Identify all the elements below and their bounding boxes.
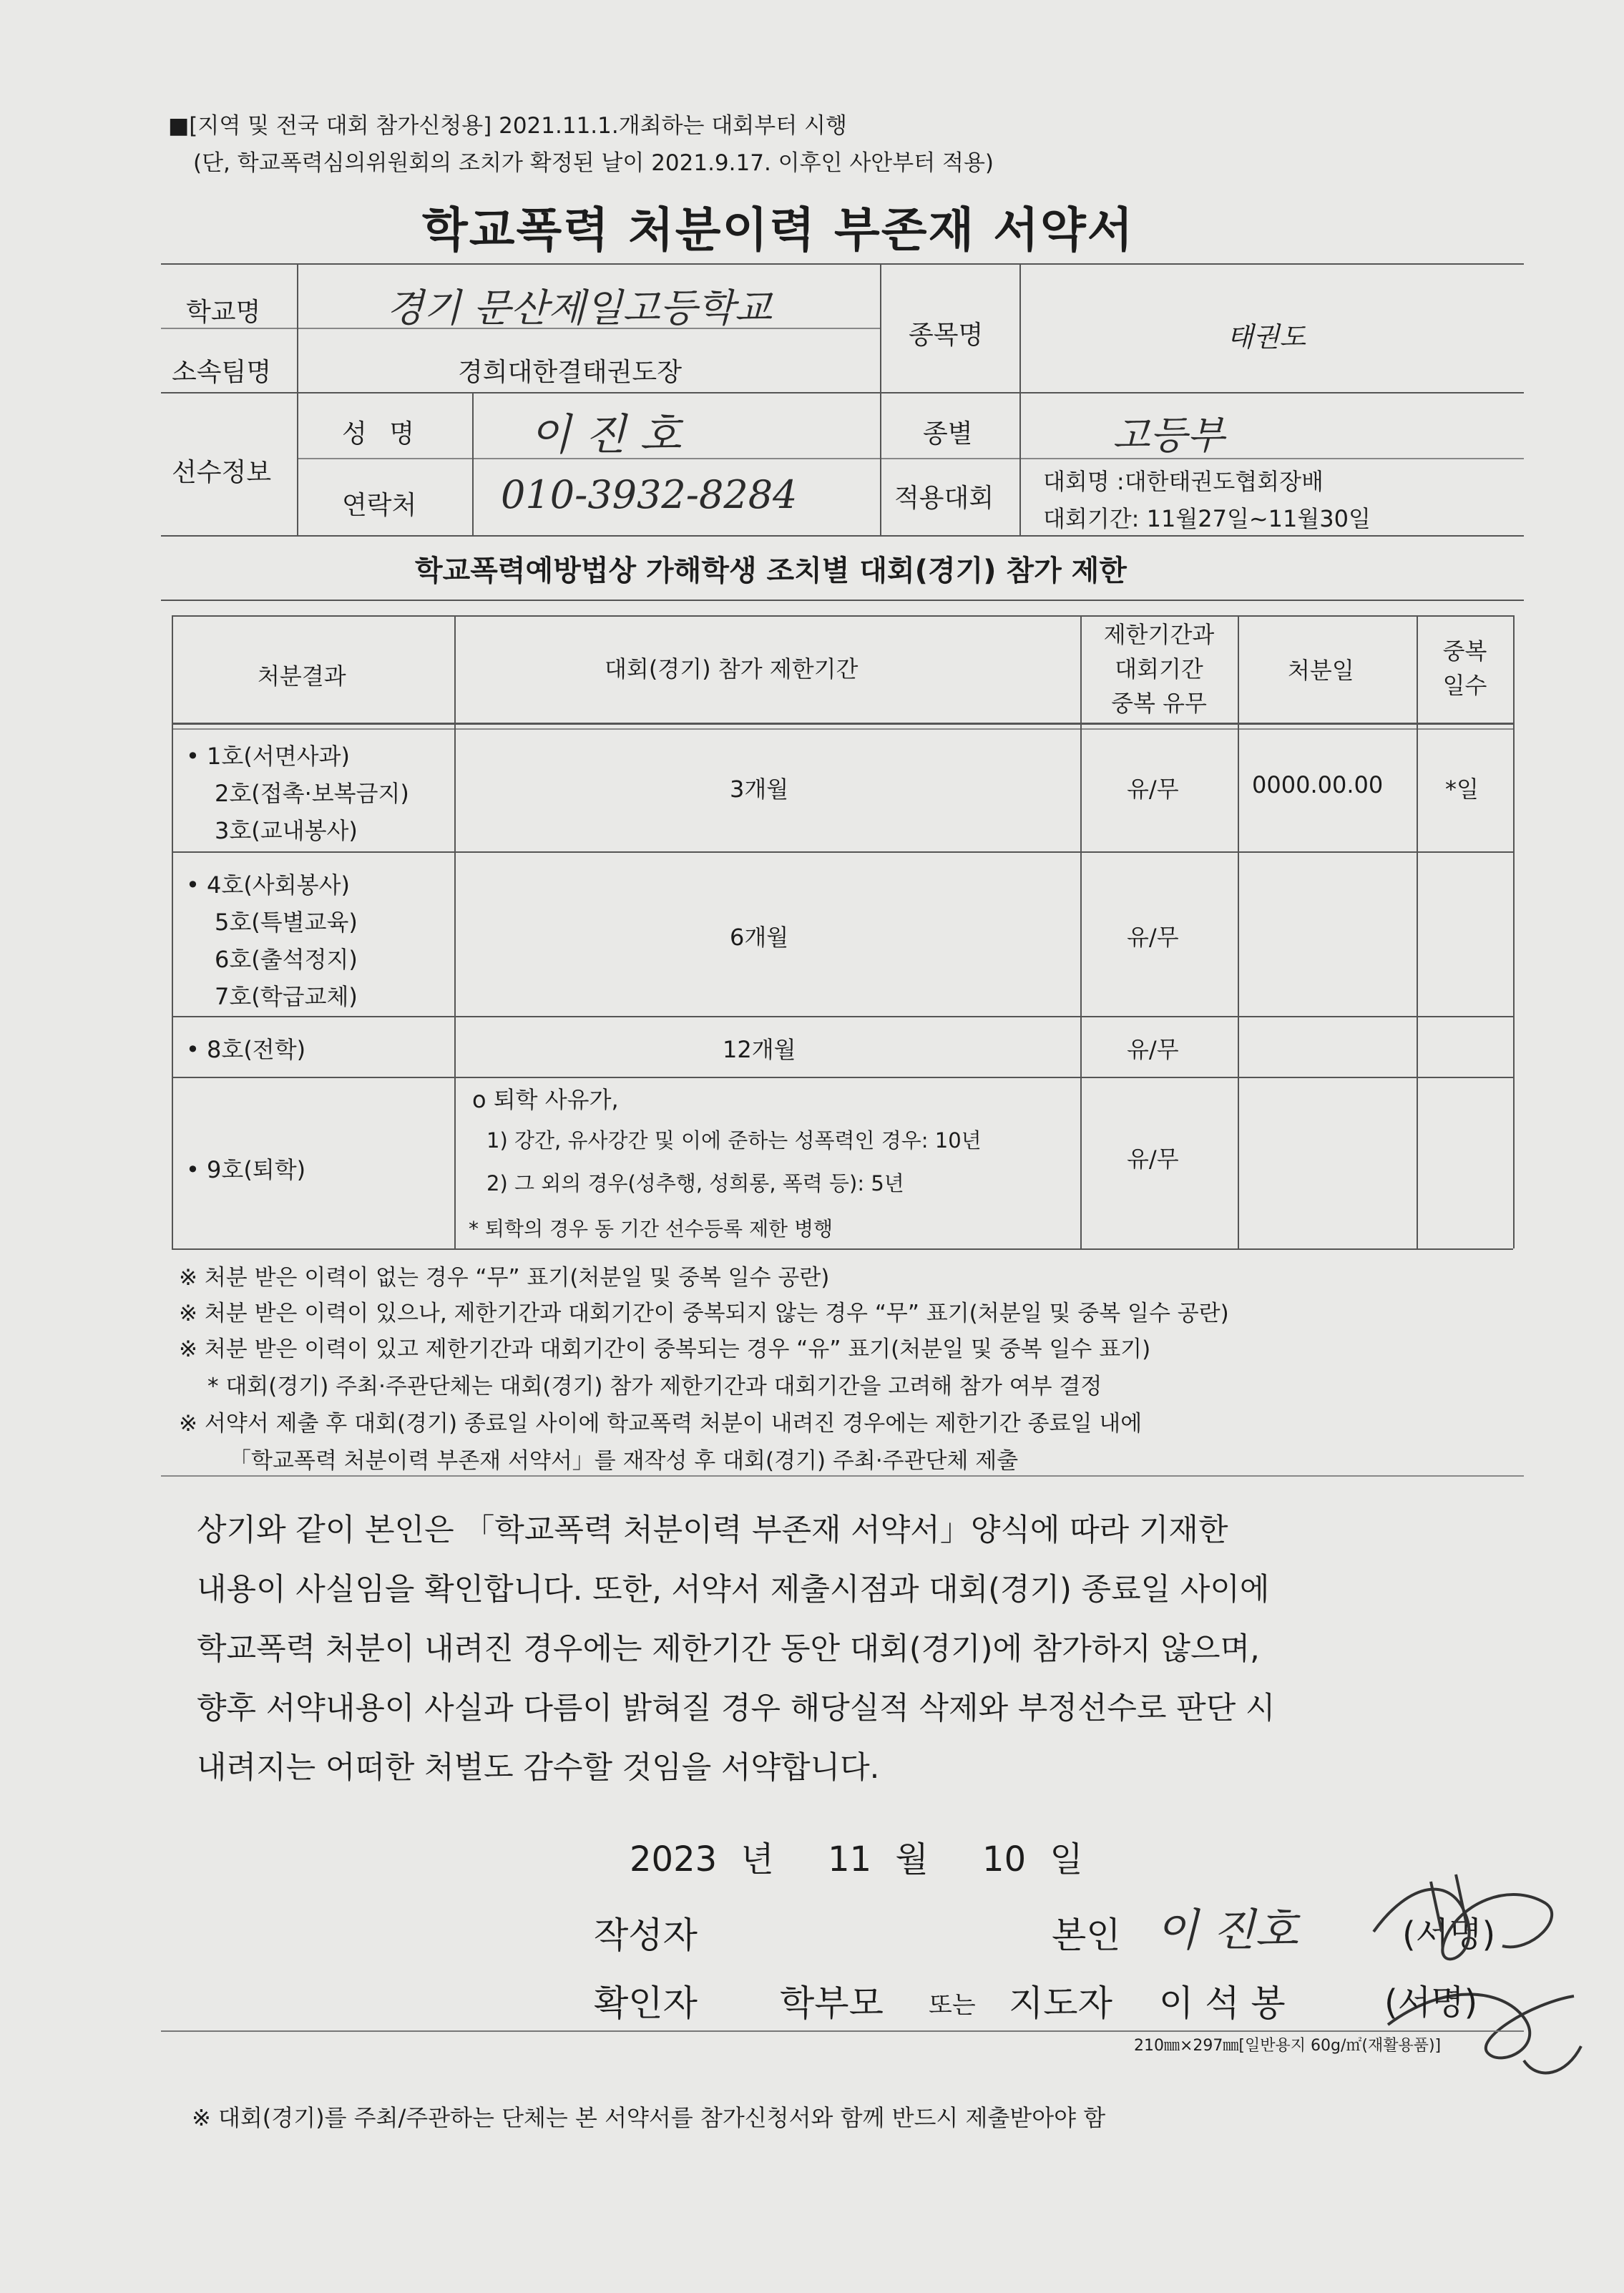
- paper-spec: 210㎜×297㎜[일반용지 60g/㎡(재활용품)]: [1134, 2037, 1442, 2055]
- header-days-line1: 중복: [1442, 637, 1487, 665]
- competition-period: 대회기간: 11월27일~11월30일: [1043, 505, 1371, 532]
- competition-label: 적용대회: [894, 484, 994, 513]
- contact-label: 연락처: [342, 491, 417, 520]
- date-month: 11: [828, 1839, 872, 1879]
- row4-item1: • 9호(퇴학): [186, 1156, 306, 1183]
- header-date: 처분일: [1288, 657, 1354, 684]
- event-label: 종목명: [909, 321, 984, 350]
- row1-date: 0000.00.00: [1252, 771, 1384, 798]
- self-sign-label: (서명): [1402, 1915, 1496, 1955]
- row4-period-line1: o 퇴학 사유가,: [472, 1086, 619, 1113]
- date-day: 10: [982, 1839, 1027, 1879]
- or-label: 또는: [929, 1991, 976, 2020]
- event-value: 태권도: [1227, 321, 1306, 353]
- school-name-label: 학교명: [186, 298, 261, 327]
- header-result: 처분결과: [258, 663, 346, 690]
- row3-item1: • 8호(전학): [186, 1036, 306, 1063]
- row1-overlap: 유/무: [1127, 776, 1179, 803]
- coach-sign-label: (서명): [1384, 1982, 1478, 2023]
- note-4: * 대회(경기) 주최·주관단체는 대회(경기) 참가 제한기간과 대회기간을 고려해 참가 여부 결정: [207, 1374, 1102, 1399]
- team-name-value: 경희대한결태권도장: [458, 358, 682, 387]
- row3-period: 12개월: [723, 1036, 796, 1063]
- date-year-unit: 년: [740, 1839, 774, 1879]
- gender-value: 고등부: [1112, 413, 1225, 458]
- header-overlap-line3: 중복 유무: [1111, 690, 1207, 717]
- note-3: ※ 처분 받은 이력이 있고 제한기간과 대회기간이 중복되는 경우 “유” 표기(처분일 및 중복 일수 표기): [179, 1336, 1151, 1362]
- pledge-line-3: 학교폭력 처분이 내려진 경우에는 제한기간 동안 대회(경기)에 참가하지 않으며,: [197, 1631, 1260, 1667]
- confirmer-label: 확인자: [594, 1982, 698, 2024]
- header-days-line2: 일수: [1442, 672, 1487, 699]
- pledge-line-2: 내용이 사실임을 확인합니다. 또한, 서약서 제출시점과 대회(경기) 종료일 사이에: [197, 1572, 1270, 1608]
- date-year: 2023: [630, 1839, 718, 1879]
- athlete-info-label: 선수정보: [172, 458, 272, 487]
- row4-overlap: 유/무: [1127, 1145, 1179, 1173]
- header-period: 대회(경기) 참가 제한기간: [605, 655, 859, 683]
- row3-overlap: 유/무: [1127, 1036, 1179, 1063]
- row1-item1: • 1호(서면사과): [186, 743, 350, 770]
- row1-item2: 2호(접촉·보복금지): [215, 780, 409, 807]
- header-overlap-line1: 제한기간과: [1103, 621, 1215, 648]
- coach-label: 지도자: [1009, 1982, 1112, 2024]
- competition-name: 대회명 :대한태권도협회장배: [1043, 468, 1324, 495]
- page-title: 학교폭력 처분이력 부존재 서약서: [422, 202, 1135, 258]
- pledge-line-4: 향후 서약내용이 사실과 다름이 밝혀질 경우 해당실적 삭제와 부정선수로 판단 시: [197, 1691, 1276, 1726]
- school-name-value: 경기 문산제일고등학교: [386, 285, 772, 331]
- date-day-unit: 일: [1050, 1839, 1083, 1879]
- row2-item4: 7호(학급교체): [215, 983, 358, 1010]
- self-name: 이 진호: [1155, 1904, 1298, 1956]
- parent-label: 학부모: [780, 1982, 884, 2024]
- note-2: ※ 처분 받은 이력이 있으나, 제한기간과 대회기간이 중복되지 않는 경우 “무” 표기(처분일 및 중복 일수 공란): [179, 1301, 1229, 1326]
- header-line-1: ■[지역 및 전국 대회 참가신청용] 2021.11.1.개최하는 대회부터 시행: [168, 113, 847, 139]
- writer-label: 작성자: [594, 1915, 698, 1956]
- row2-item1: • 4호(사회봉사): [186, 871, 350, 899]
- coach-name: 이 석 봉: [1159, 1982, 1286, 2024]
- row4-period-line2: 1) 강간, 유사강간 및 이에 준하는 성폭력인 경우: 10년: [486, 1128, 982, 1153]
- row4-period-line4: * 퇴학의 경우 동 기간 선수등록 제한 병행: [469, 1217, 833, 1241]
- row1-period: 3개월: [730, 776, 789, 803]
- row2-item2: 5호(특별교육): [215, 909, 358, 936]
- row2-period: 6개월: [730, 924, 789, 951]
- row4-period-line3: 2) 그 외의 경우(성추행, 성희롱, 폭력 등): 5년: [486, 1171, 904, 1196]
- pledge-line-5: 내려지는 어떠한 처벌도 감수할 것임을 서약합니다.: [197, 1750, 880, 1786]
- name-label: 성 명: [342, 419, 421, 449]
- note-5: ※ 서약서 제출 후 대회(경기) 종료일 사이에 학교폭력 처분이 내려진 경우에는 제한기간 종료일 내에: [179, 1411, 1143, 1437]
- row1-days: *일: [1445, 776, 1479, 803]
- date-month-unit: 월: [895, 1839, 929, 1879]
- row1-item3: 3호(교내봉사): [215, 817, 358, 844]
- team-name-label: 소속팀명: [172, 358, 272, 387]
- header-line-2: (단, 학교폭력심의위원회의 조치가 확정된 날이 2021.9.17. 이후인 사안부터 적용): [193, 150, 994, 176]
- row2-item3: 6호(출석정지): [215, 946, 358, 973]
- gender-label: 종별: [923, 419, 973, 449]
- row2-overlap: 유/무: [1127, 924, 1179, 951]
- footer-note: ※ 대회(경기)를 주최/주관하는 단체는 본 서약서를 참가신청서와 함께 반드시 제출받아야 함: [192, 2104, 1106, 2131]
- note-1: ※ 처분 받은 이력이 없는 경우 “무” 표기(처분일 및 중복 일수 공란): [179, 1265, 830, 1291]
- pledge-line-1: 상기와 같이 본인은 「학교폭력 처분이력 부존재 서약서」양식에 따라 기재한: [197, 1512, 1228, 1548]
- name-value: 이 진 호: [529, 410, 682, 460]
- date-line: [630, 1832, 1083, 1881]
- note-6: 「학교폭력 처분이력 부존재 서약서」를 재작성 후 대회(경기) 주최·주관단체 제출: [229, 1448, 1019, 1474]
- self-label: 본인: [1052, 1915, 1121, 1956]
- header-overlap-line2: 대회기간: [1115, 655, 1203, 683]
- section-title: 학교폭력예방법상 가해학생 조치별 대회(경기) 참가 제한: [415, 554, 1127, 587]
- contact-value: 010-3932-8284: [501, 472, 798, 517]
